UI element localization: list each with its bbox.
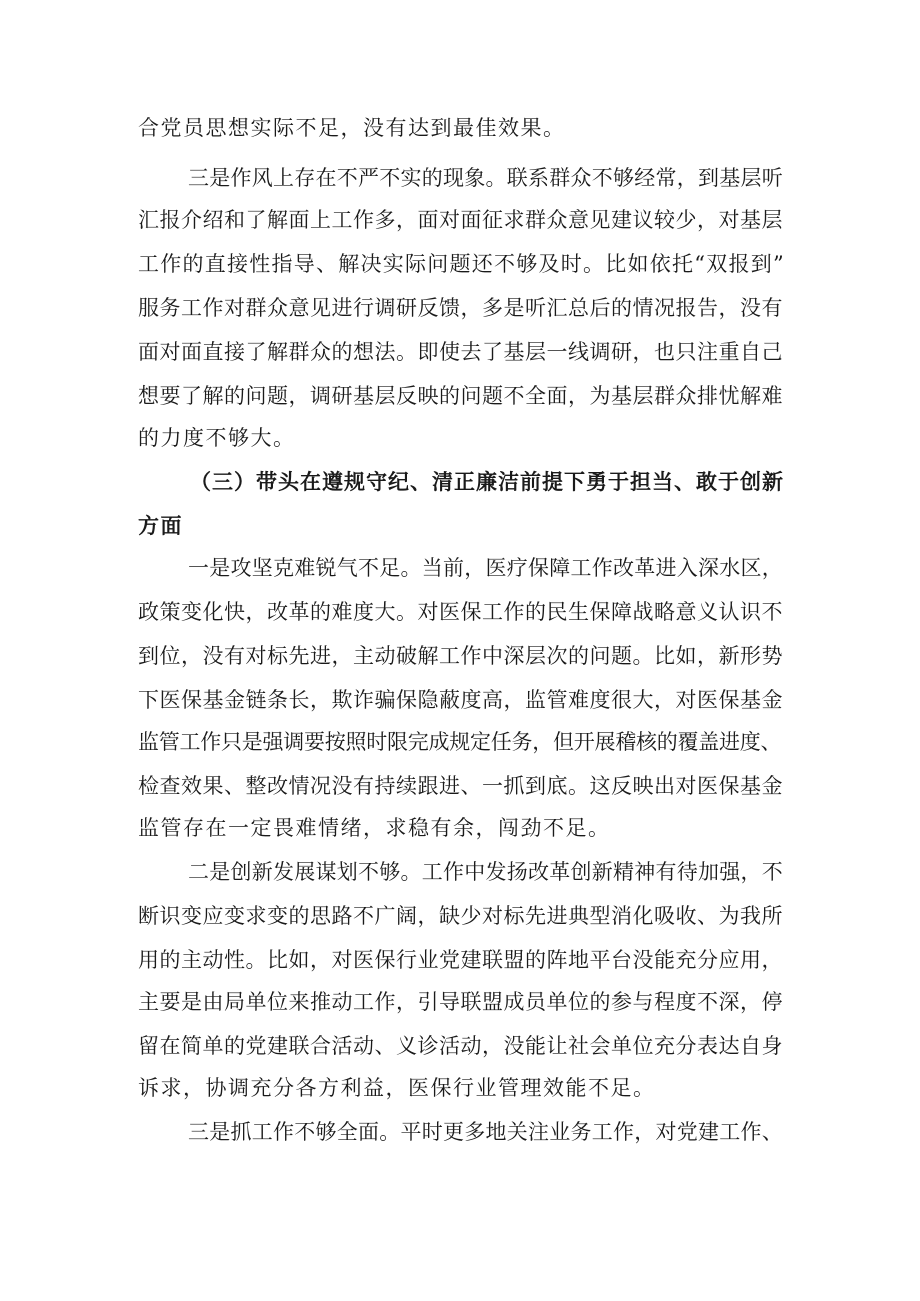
text-line: 主要是由局单位来推动工作，引导联盟成员单位的参与程度不深，停 <box>138 990 783 1014</box>
text-line: 监管存在一定畏难情绪，求稳有余，闯劲不足。 <box>138 816 611 840</box>
text-line: 面对面直接了解群众的想法。即使去了基层一线调研，也只注重自己 <box>138 340 783 364</box>
section-heading: （三）带头在遵规守纪、清正廉洁前提下勇于担当、敢于创新 <box>190 470 784 494</box>
text-line: 想要了解的问题，调研基层反映的问题不全面，为基层群众排忧解难 <box>138 384 783 408</box>
text-line: 工作的直接性指导、解决实际问题还不够及时。比如依托“双报到” <box>138 252 785 276</box>
paragraph-start-line: 三是抓工作不够全面。平时更多地关注业务工作，对党建工作、 <box>188 1120 783 1144</box>
text-line: 监管工作只是强调要按照时限完成规定任务，但开展稽核的覆盖进度、 <box>138 730 782 754</box>
text-line: 到位，没有对标先进，主动破解工作中深层次的问题。比如，新形势 <box>138 644 783 668</box>
text-line: 政策变化快，改革的难度大。对医保工作的民生保障战略意义认识不 <box>138 600 783 624</box>
text-line: 下医保基金链条长，欺诈骗保隐蔽度高，监管难度很大，对医保基金 <box>138 688 783 712</box>
text-line: 汇报介绍和了解面上工作多，面对面征求群众意见建议较少，对基层 <box>138 208 783 232</box>
paragraph-start-line: 一是攻坚克难锐气不足。当前，医疗保障工作改革进入深水区， <box>188 556 783 580</box>
section-heading-continued: 方面 <box>138 514 183 538</box>
paragraph-start-line: 二是创新发展谋划不够。工作中发扬改革创新精神有待加强，不 <box>188 860 783 884</box>
text-line: 断识变应变求变的思路不广阔，缺少对标先进典型消化吸收、为我所 <box>138 904 783 928</box>
text-line: 留在简单的党建联合活动、义诊活动，没能让社会单位充分表达自身 <box>138 1034 783 1058</box>
text-line: 服务工作对群众意见进行调研反馈，多是听汇总后的情况报告，没有 <box>138 296 783 320</box>
paragraph-start-line: 三是作风上存在不严不实的现象。联系群众不够经常，到基层听 <box>188 166 783 190</box>
text-line: 的力度不够大。 <box>138 426 296 450</box>
text-line: 检查效果、整改情况没有持续跟进、一抓到底。这反映出对医保基金 <box>138 774 783 798</box>
text-line: 合党员思想实际不足，没有达到最佳效果。 <box>138 116 566 140</box>
text-line: 用的主动性。比如，对医保行业党建联盟的阵地平台没能充分应用， <box>138 948 783 972</box>
text-line: 诉求，协调充分各方利益，医保行业管理效能不足。 <box>138 1076 656 1100</box>
